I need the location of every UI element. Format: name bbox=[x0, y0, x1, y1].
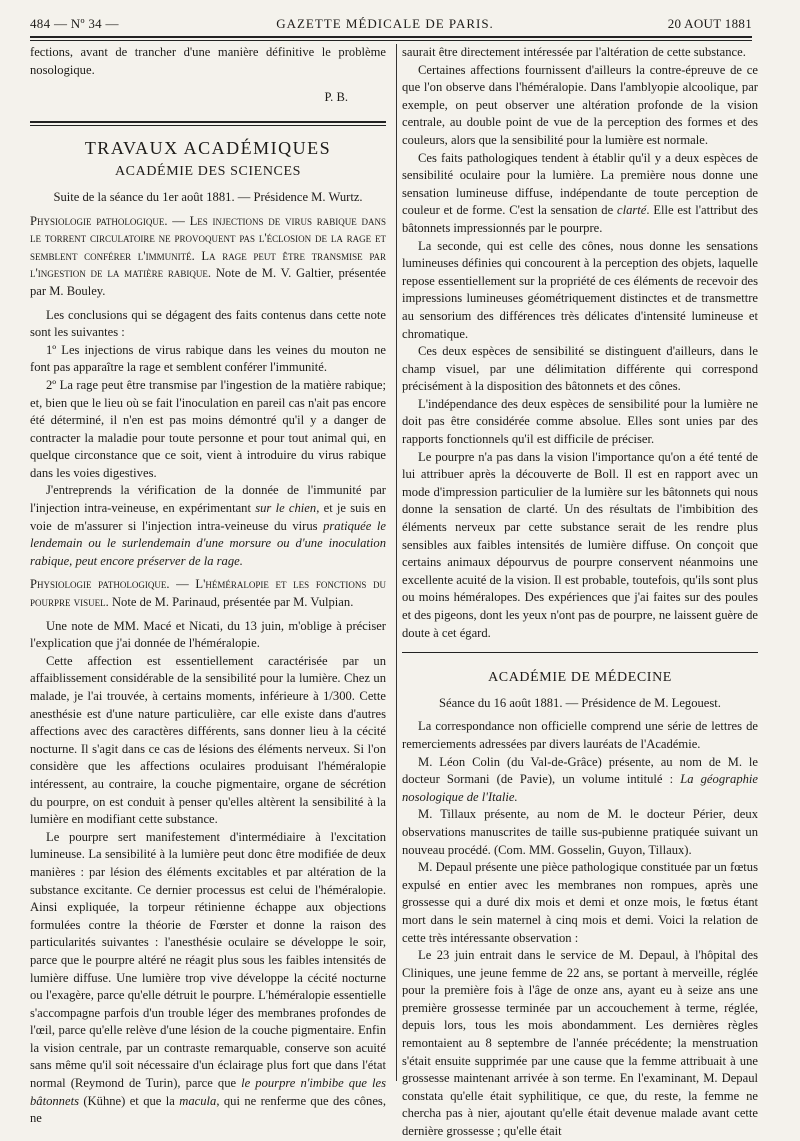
text-run: Ces faits pathologiques tendent à établir qu'il y a deux espèces de sensibilité oculaire pour la lumière. La première nous donne une sensation lumineuse diffuse, indépendante de toute perception de couleur et de forme. C'est la sensation de bbox=[402, 150, 758, 218]
paragraph bbox=[30, 829, 386, 1128]
text-run: (Kühne) et que la bbox=[78, 1093, 180, 1108]
paragraph: Certaines affections fournissent d'ailleurs la contre-épreuve de ce que l'on observe dans l'héméralopie. Dans l'amblyopie alcoolique, par exemple, on peut observer une altération profonde de la vision centrale, au double point de vue de la perception des formes et des couleurs, alors que la sensibilité pour la lumière est normale. bbox=[402, 62, 758, 147]
entry-title: Physiologie pathologique. — L'héméralopie et les fonctions du pourpre visuel. bbox=[30, 577, 386, 610]
paragraph: L'indépendance des deux espèces de sensibilité pour la lumière ne doit pas être considérée comme absolue. Elles sont unies par des rapports fonctionnels qu'il est difficile de préciser. bbox=[402, 396, 758, 447]
entry-note: Note de M. V. Galtier, présentée par M. Bouley. bbox=[30, 266, 386, 298]
text-run: . Elle est l'attribut des bâtonnets impressionnés par le pourpre. bbox=[402, 203, 758, 235]
paragraph bbox=[402, 150, 758, 238]
italic-run: La géographie nosologique de l'Italie. bbox=[402, 772, 759, 804]
header-rule bbox=[30, 36, 752, 38]
text-run: Le pourpre sert manifestement d'intermédiaire à l'excitation lumineuse. La sensibilité à la lumière peut donc être modifiée de deux manières : par lésion des éléments excitables et par altération de la substance excitante. Ce dernier processus est celui de l'héméralopie. Ainsi expliquée, la torpeur rétinienne échappe aux objections formulées contre la théorie de Fœrster et donne la raison des particularités suivantes : l'anesthésie oculaire se développe le soir, parce que le pourpre altéré ne réagit plus sous les faibles intensités de lumière diffuse. Une lumière trop vive développe la cécité nocturne ou l'exagère, parce qu'elle détruit le pourpre. L'héméralopie essentielle s'accompagne parfois d'un trouble léger des membranes profondes de l'œil, parce qu'elle relève d'une lésion de la couche pigmentaire. Enfin la vision centrale, par un contraste remarquable, conserve son acuité sans même qu'il soit nécessaire d'un éclairage plus fort que dans l'état normal (Reymond de Turin), parce que bbox=[30, 829, 386, 1091]
italic-run: macula bbox=[179, 1093, 217, 1108]
paragraph bbox=[30, 482, 386, 570]
paragraph: Cette affection est essentiellement caractérisée par un affaiblissement considérable de la sensibilité pour la lumière. Chez un malade, je l'ai trouvée, à certains moments, inférieure à 1/300. Cette anesthésie est d'une nature particulière, car elle existe dans d'autres affections avec des caractères différents, sans donner lieu à la cécité nocturne. Il s'agit dans ce cas de lésions des éléments nerveux. Si l'on considère que les affections oculaires produisant l'héméralopie intéressent, au contraire, la couche pigmentaire, organe de sécrétion du pourpre, on est conduit à penser qu'elles altèrent la sensibilité à la lumière en modifiant cette substance. bbox=[30, 653, 386, 827]
section-title: TRAVAUX ACADÉMIQUES bbox=[84, 137, 332, 158]
section-divider bbox=[30, 121, 386, 126]
page-number: 484 — Nº 34 — bbox=[30, 16, 119, 31]
paragraph: Le pourpre n'a pas dans la vision l'importance qu'on a été tenté de lui attribuer après la découverte de Boll. Il est en rapport avec un mode d'impression particulier de la lumière sur les bâtonnets qui nous donne la sensation de clarté. Un des résultats de l'imbibition des éléments nerveux par cette substance serait de les rendre plus sensibles aux faibles intensités de lumière diffuse. On conçoit que certains animaux dépourvus de pourpre conservent néanmoins une excellente acuité de la vision. Il est probable, toutefois, qu'ils sont plus ou moins héméralopes. Des expériences que j'ai faites sur des poules et des pigeons, dont les yeux n'ont pas de pourpre, ne laissent guère de doute à cet égard. bbox=[402, 449, 758, 640]
session-line: Séance du 16 août 1881. — Présidence de M. Legouest. bbox=[439, 695, 721, 710]
column-divider bbox=[396, 44, 397, 1081]
academy-heading: ACADÉMIE DE MÉDECINE bbox=[488, 670, 672, 686]
header-rule-thin bbox=[30, 40, 752, 41]
paragraph: M. Tillaux présente, au nom de M. le docteur Périer, deux observations manuscrites de taille sus-pubienne pratiquée suivant un nouveau procédé. (Com. MM. Gosselin, Guyon, Tillaux). bbox=[402, 807, 758, 857]
paragraph: La seconde, qui est celle des cônes, nous donne les sensations lumineuses définies qui concourent à la perception des objets, laquelle repose essentiellement sur la propriété de ces éléments de recevoir des impressions lumineuses géométriquement distinctes et de transmettre au sensorium des différences très délicates d'intensité lumineuse et chromatique. bbox=[402, 238, 758, 341]
right-column bbox=[402, 44, 758, 1141]
author-signature: P. B. bbox=[324, 90, 348, 105]
section-divider bbox=[402, 652, 758, 653]
entry-note: Note de M. Parinaud, présentée par M. Vulpian. bbox=[108, 595, 354, 610]
italic-run: sur le chien bbox=[255, 501, 317, 516]
italic-run: clarté bbox=[616, 203, 647, 218]
text-run: J'entreprends la vérification de la donnée de l'immunité par l'injection intra-veineuse, en expérimentant bbox=[30, 483, 386, 516]
paragraph: saurait être directement intéressée par l'altération de cette substance. bbox=[402, 45, 746, 59]
academy-heading: ACADÉMIE DES SCIENCES bbox=[114, 164, 302, 180]
paragraph: 1º Les injections de virus rabique dans les veines du mouton ne font pas apparaître la rage et semblent conférer l'immunité. bbox=[30, 342, 386, 375]
issue-date: 20 AOUT 1881 bbox=[667, 16, 752, 31]
italic-run: le pourpre n'imbibe que les bâtonnets bbox=[30, 1076, 386, 1108]
journal-title: GAZETTE MÉDICALE DE PARIS. bbox=[276, 16, 494, 31]
paragraph: La correspondance non officielle comprend une série de lettres de remerciements adressées par divers lauréats de l'Académie. bbox=[402, 719, 758, 751]
paragraph: Le 23 juin entrait dans le service de M. Depaul, à l'hôpital des Cliniques, une jeune femme de 22 ans, se portant à merveille, réglée pour la première fois à l'âge de onze ans, ayant eu à seize ans une première grossesse terminée par un accouchement à terme, réglée, depuis lors, tous les mois abondamment. Les dernières règles remontaient au 8 septembre de l'année précédente; la menstruation s'était ensuite supprimée par une cause que la femme attribuait à une grossesse maintenant arrivée à son terme. En l'examinant, M. Depaul constata qu'elle était syphilitique, ce que, du reste, la femme ne chercha pas à nier, ajoutant qu'elle était devenue malade avant cette dernière grossesse ; qu'elle était bbox=[402, 948, 758, 1139]
paragraph: 2º La rage peut être transmise par l'ingestion de la matière rabique; et, bien que le lieu où se fait l'inoculation en pareil cas n'ait pas encore été déterminé, il n'en est pas moins démontré qu'il y a danger de contracter la maladie pour toute personne et pour tout animal qui, en quelque circonstance que ce soit, vient à introduire du virus rabique dans les voies digestives. bbox=[30, 377, 386, 480]
text-run: , et je suis en voie de m'assurer si l'injection intra-veineuse du virus bbox=[30, 501, 387, 533]
continued-text: fections, avant de trancher d'une manière définitive le problème nosologique. bbox=[30, 45, 386, 77]
entry-heading bbox=[30, 213, 386, 301]
paragraph bbox=[402, 754, 758, 807]
left-column bbox=[30, 44, 386, 1128]
text-run: M. Léon Colin (du Val-de-Grâce) présente, au nom de M. le docteur Sormani (de Pavie), un volume intitulé : bbox=[402, 754, 758, 787]
paragraph: Une note de MM. Macé et Nicati, du 13 juin, m'oblige à préciser l'explication que j'ai donnée de l'héméralopie. bbox=[30, 618, 386, 651]
italic-run: pratiquée le lendemain ou le surlendemain d'une morsure ou d'une inoculation rabique, peut encore préserver de la rage. bbox=[30, 518, 386, 568]
paragraph: Les conclusions qui se dégagent des faits contenus dans cette note sont les suivantes : bbox=[30, 307, 386, 340]
text-run: , qui ne renferme que des cônes, ne bbox=[30, 1093, 386, 1126]
paragraph: M. Depaul présente une pièce pathologique constituée par un fœtus expulsé en entier avec les membranes non rompues, après une grossesse qui a duré dix mois et demi et onze mois, le fœtus étant mort dans le sein maternel à cinq mois et demi. Voici la relation de cette très intéressante observation : bbox=[402, 860, 758, 945]
session-line: Suite de la séance du 1er août 1881. — Présidence M. Wurtz. bbox=[53, 189, 363, 204]
entry-title: Physiologie pathologique. — Les injections de virus rabique dans le torrent circulatoire ne provoquent pas l'éclosion de la rage et semblent conférer l'immunité. La rage peut être transmise par l'ingestion de la matière rabique. bbox=[30, 213, 386, 281]
paragraph: Ces deux espèces de sensibilité se distinguent d'ailleurs, dans le champ visuel, par une délimitation différente qui correspond précisément à la disposition des bâtonnets et des cônes. bbox=[402, 344, 758, 394]
entry-heading bbox=[30, 576, 386, 611]
page-header bbox=[18, 14, 752, 34]
